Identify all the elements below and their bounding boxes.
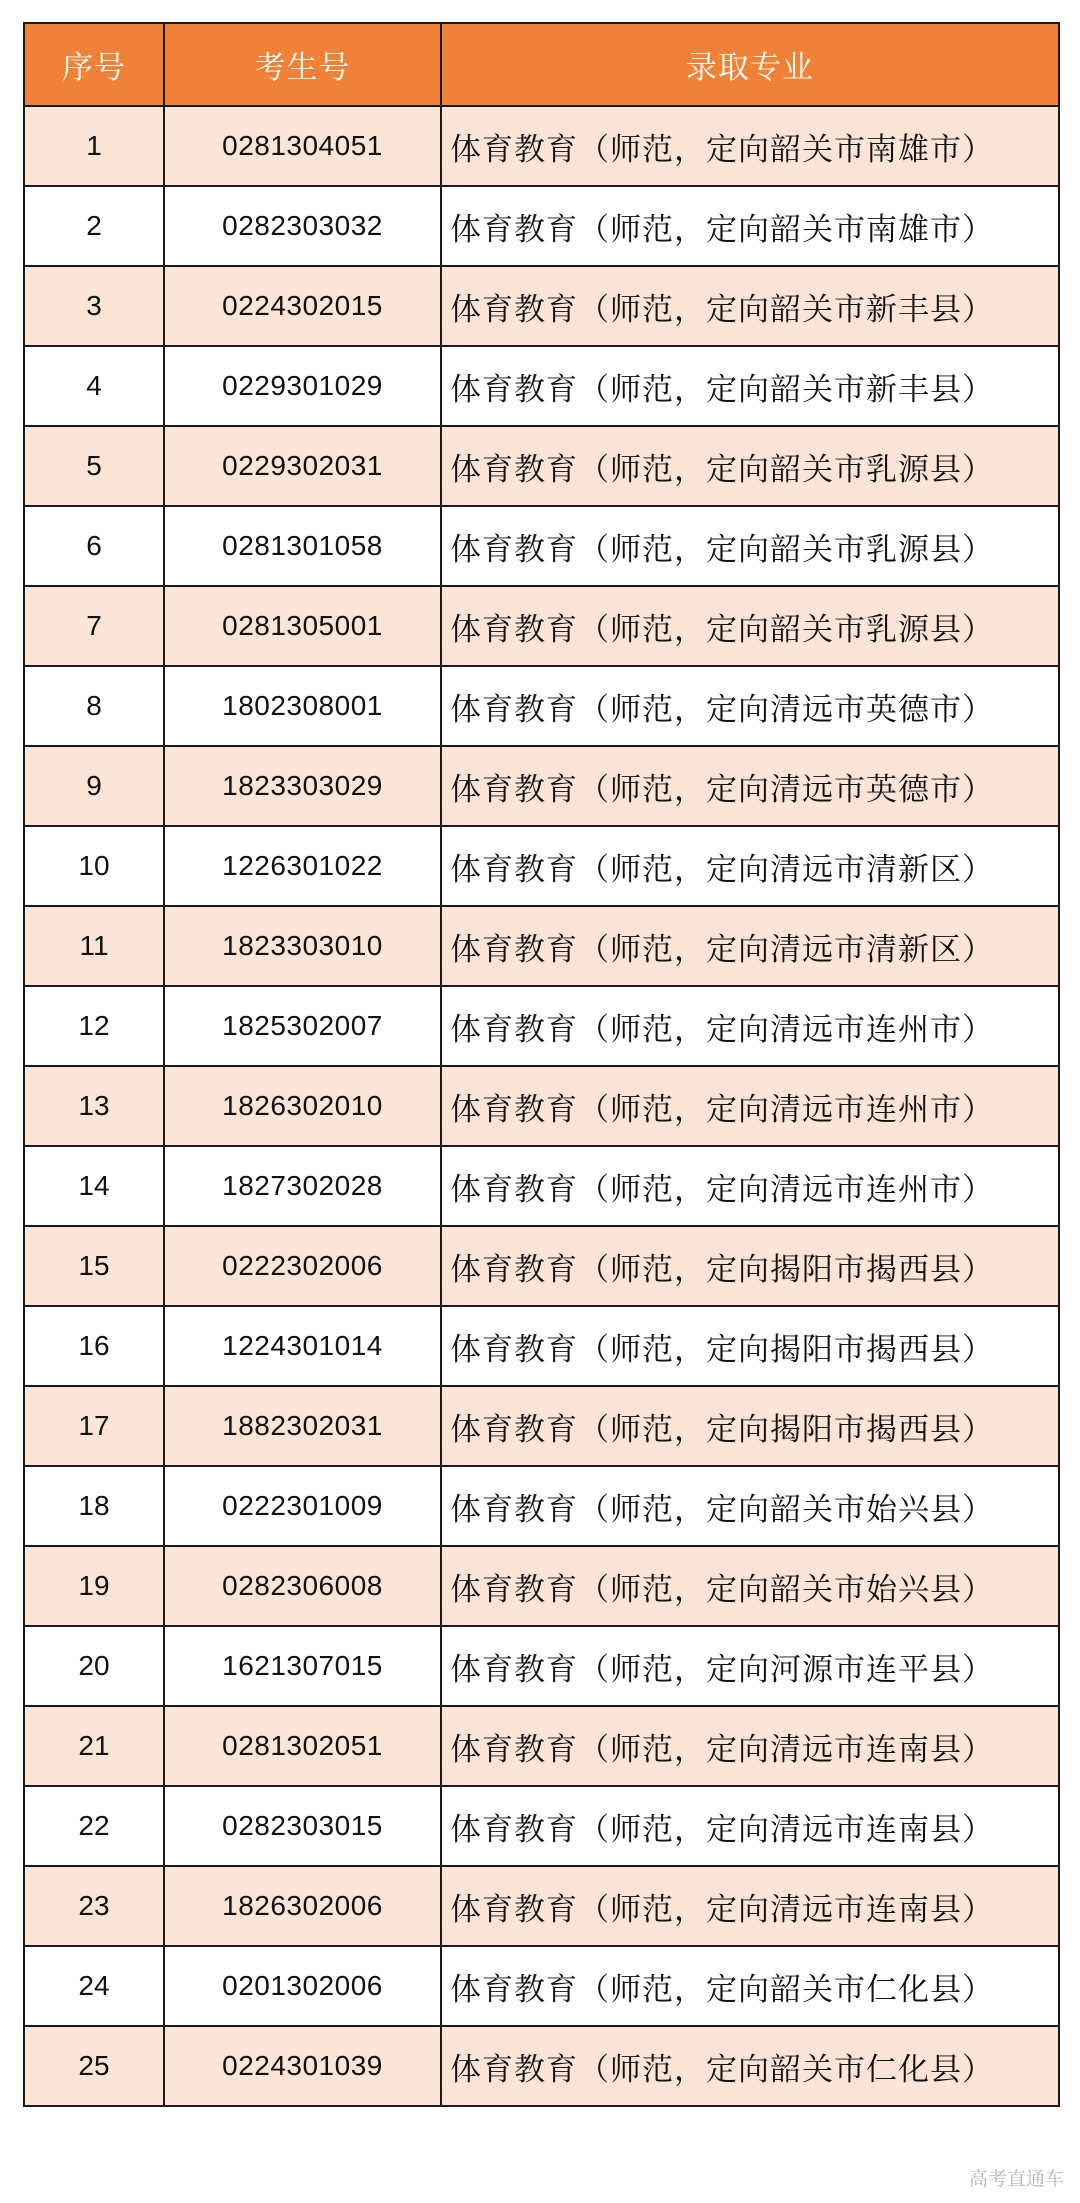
table-header	[24, 23, 1059, 106]
row-admitted-major: 体育教育（师范，定向清远市英德市）	[441, 746, 1059, 826]
row-admitted-major: 体育教育（师范，定向韶关市南雄市）	[441, 106, 1059, 186]
row-serial-number: 20	[24, 1626, 164, 1706]
row-serial-number: 10	[24, 826, 164, 906]
row-serial-number: 6	[24, 506, 164, 586]
table-row	[24, 1066, 1059, 1146]
row-admitted-major: 体育教育（师范，定向韶关市乳源县）	[441, 506, 1059, 586]
row-candidate-number: 1825302007	[164, 986, 441, 1066]
row-candidate-number: 0224301039	[164, 2026, 441, 2106]
row-candidate-number: 0201302006	[164, 1946, 441, 2026]
table-row	[24, 746, 1059, 826]
table-row	[24, 1546, 1059, 1626]
table-row	[24, 1146, 1059, 1226]
row-admitted-major: 体育教育（师范，定向揭阳市揭西县）	[441, 1306, 1059, 1386]
table-row	[24, 826, 1059, 906]
table-row	[24, 266, 1059, 346]
row-candidate-number: 1826302006	[164, 1866, 441, 1946]
row-candidate-number: 0229302031	[164, 426, 441, 506]
row-serial-number: 14	[24, 1146, 164, 1226]
admission-table-container	[23, 22, 1058, 2182]
row-candidate-number: 1226301022	[164, 826, 441, 906]
row-serial-number: 11	[24, 906, 164, 986]
row-admitted-major: 体育教育（师范，定向清远市连南县）	[441, 1706, 1059, 1786]
header-candidate-number: 考生号	[164, 23, 441, 106]
table-row	[24, 346, 1059, 426]
row-serial-number: 24	[24, 1946, 164, 2026]
admission-table	[23, 22, 1060, 2107]
row-serial-number: 3	[24, 266, 164, 346]
header-row	[24, 23, 1059, 106]
row-admitted-major: 体育教育（师范，定向揭阳市揭西县）	[441, 1386, 1059, 1466]
row-candidate-number: 0282306008	[164, 1546, 441, 1626]
row-serial-number: 21	[24, 1706, 164, 1786]
row-serial-number: 8	[24, 666, 164, 746]
row-admitted-major: 体育教育（师范，定向韶关市仁化县）	[441, 1946, 1059, 2026]
row-admitted-major: 体育教育（师范，定向韶关市始兴县）	[441, 1466, 1059, 1546]
row-serial-number: 15	[24, 1226, 164, 1306]
table-body	[24, 106, 1059, 2106]
row-admitted-major: 体育教育（师范，定向清远市清新区）	[441, 826, 1059, 906]
row-candidate-number: 1826302010	[164, 1066, 441, 1146]
row-candidate-number: 0281301058	[164, 506, 441, 586]
row-candidate-number: 1827302028	[164, 1146, 441, 1226]
table-row	[24, 1946, 1059, 2026]
row-serial-number: 1	[24, 106, 164, 186]
row-candidate-number: 0282303015	[164, 1786, 441, 1866]
row-serial-number: 13	[24, 1066, 164, 1146]
table-row	[24, 1226, 1059, 1306]
header-admitted-major: 录取专业	[441, 23, 1059, 106]
row-serial-number: 19	[24, 1546, 164, 1626]
row-admitted-major: 体育教育（师范，定向韶关市新丰县）	[441, 346, 1059, 426]
row-candidate-number: 1882302031	[164, 1386, 441, 1466]
row-admitted-major: 体育教育（师范，定向韶关市新丰县）	[441, 266, 1059, 346]
header-serial-number: 序号	[24, 23, 164, 106]
row-candidate-number: 0222301009	[164, 1466, 441, 1546]
row-candidate-number: 1823303010	[164, 906, 441, 986]
row-admitted-major: 体育教育（师范，定向韶关市乳源县）	[441, 426, 1059, 506]
row-candidate-number: 0224302015	[164, 266, 441, 346]
table-row	[24, 1466, 1059, 1546]
table-row	[24, 106, 1059, 186]
row-candidate-number: 0282303032	[164, 186, 441, 266]
row-serial-number: 5	[24, 426, 164, 506]
table-row	[24, 586, 1059, 666]
watermark-text: 高考直通车	[968, 2168, 1064, 2190]
row-serial-number: 4	[24, 346, 164, 426]
row-serial-number: 9	[24, 746, 164, 826]
table-row	[24, 1386, 1059, 1466]
row-candidate-number: 1224301014	[164, 1306, 441, 1386]
table-row	[24, 506, 1059, 586]
table-row	[24, 186, 1059, 266]
row-admitted-major: 体育教育（师范，定向韶关市始兴县）	[441, 1546, 1059, 1626]
row-serial-number: 25	[24, 2026, 164, 2106]
row-serial-number: 22	[24, 1786, 164, 1866]
row-candidate-number: 1802308001	[164, 666, 441, 746]
table-row	[24, 426, 1059, 506]
row-candidate-number: 1823303029	[164, 746, 441, 826]
row-candidate-number: 0222302006	[164, 1226, 441, 1306]
row-admitted-major: 体育教育（师范，定向韶关市仁化县）	[441, 2026, 1059, 2106]
table-row	[24, 1626, 1059, 1706]
table-row	[24, 986, 1059, 1066]
row-serial-number: 2	[24, 186, 164, 266]
row-serial-number: 16	[24, 1306, 164, 1386]
row-admitted-major: 体育教育（师范，定向韶关市乳源县）	[441, 586, 1059, 666]
row-admitted-major: 体育教育（师范，定向清远市清新区）	[441, 906, 1059, 986]
row-candidate-number: 1621307015	[164, 1626, 441, 1706]
row-serial-number: 23	[24, 1866, 164, 1946]
table-row	[24, 2026, 1059, 2106]
row-candidate-number: 0281305001	[164, 586, 441, 666]
table-row	[24, 1706, 1059, 1786]
table-row	[24, 666, 1059, 746]
table-row	[24, 906, 1059, 986]
row-admitted-major: 体育教育（师范，定向清远市英德市）	[441, 666, 1059, 746]
row-candidate-number: 0281302051	[164, 1706, 441, 1786]
row-serial-number: 12	[24, 986, 164, 1066]
table-row	[24, 1786, 1059, 1866]
row-candidate-number: 0281304051	[164, 106, 441, 186]
row-admitted-major: 体育教育（师范，定向清远市连南县）	[441, 1866, 1059, 1946]
row-serial-number: 17	[24, 1386, 164, 1466]
row-admitted-major: 体育教育（师范，定向河源市连平县）	[441, 1626, 1059, 1706]
row-candidate-number: 0229301029	[164, 346, 441, 426]
table-row	[24, 1866, 1059, 1946]
row-admitted-major: 体育教育（师范，定向清远市连南县）	[441, 1786, 1059, 1866]
row-serial-number: 7	[24, 586, 164, 666]
row-admitted-major: 体育教育（师范，定向揭阳市揭西县）	[441, 1226, 1059, 1306]
row-serial-number: 18	[24, 1466, 164, 1546]
row-admitted-major: 体育教育（师范，定向韶关市南雄市）	[441, 186, 1059, 266]
row-admitted-major: 体育教育（师范，定向清远市连州市）	[441, 1146, 1059, 1226]
row-admitted-major: 体育教育（师范，定向清远市连州市）	[441, 1066, 1059, 1146]
row-admitted-major: 体育教育（师范，定向清远市连州市）	[441, 986, 1059, 1066]
table-row	[24, 1306, 1059, 1386]
